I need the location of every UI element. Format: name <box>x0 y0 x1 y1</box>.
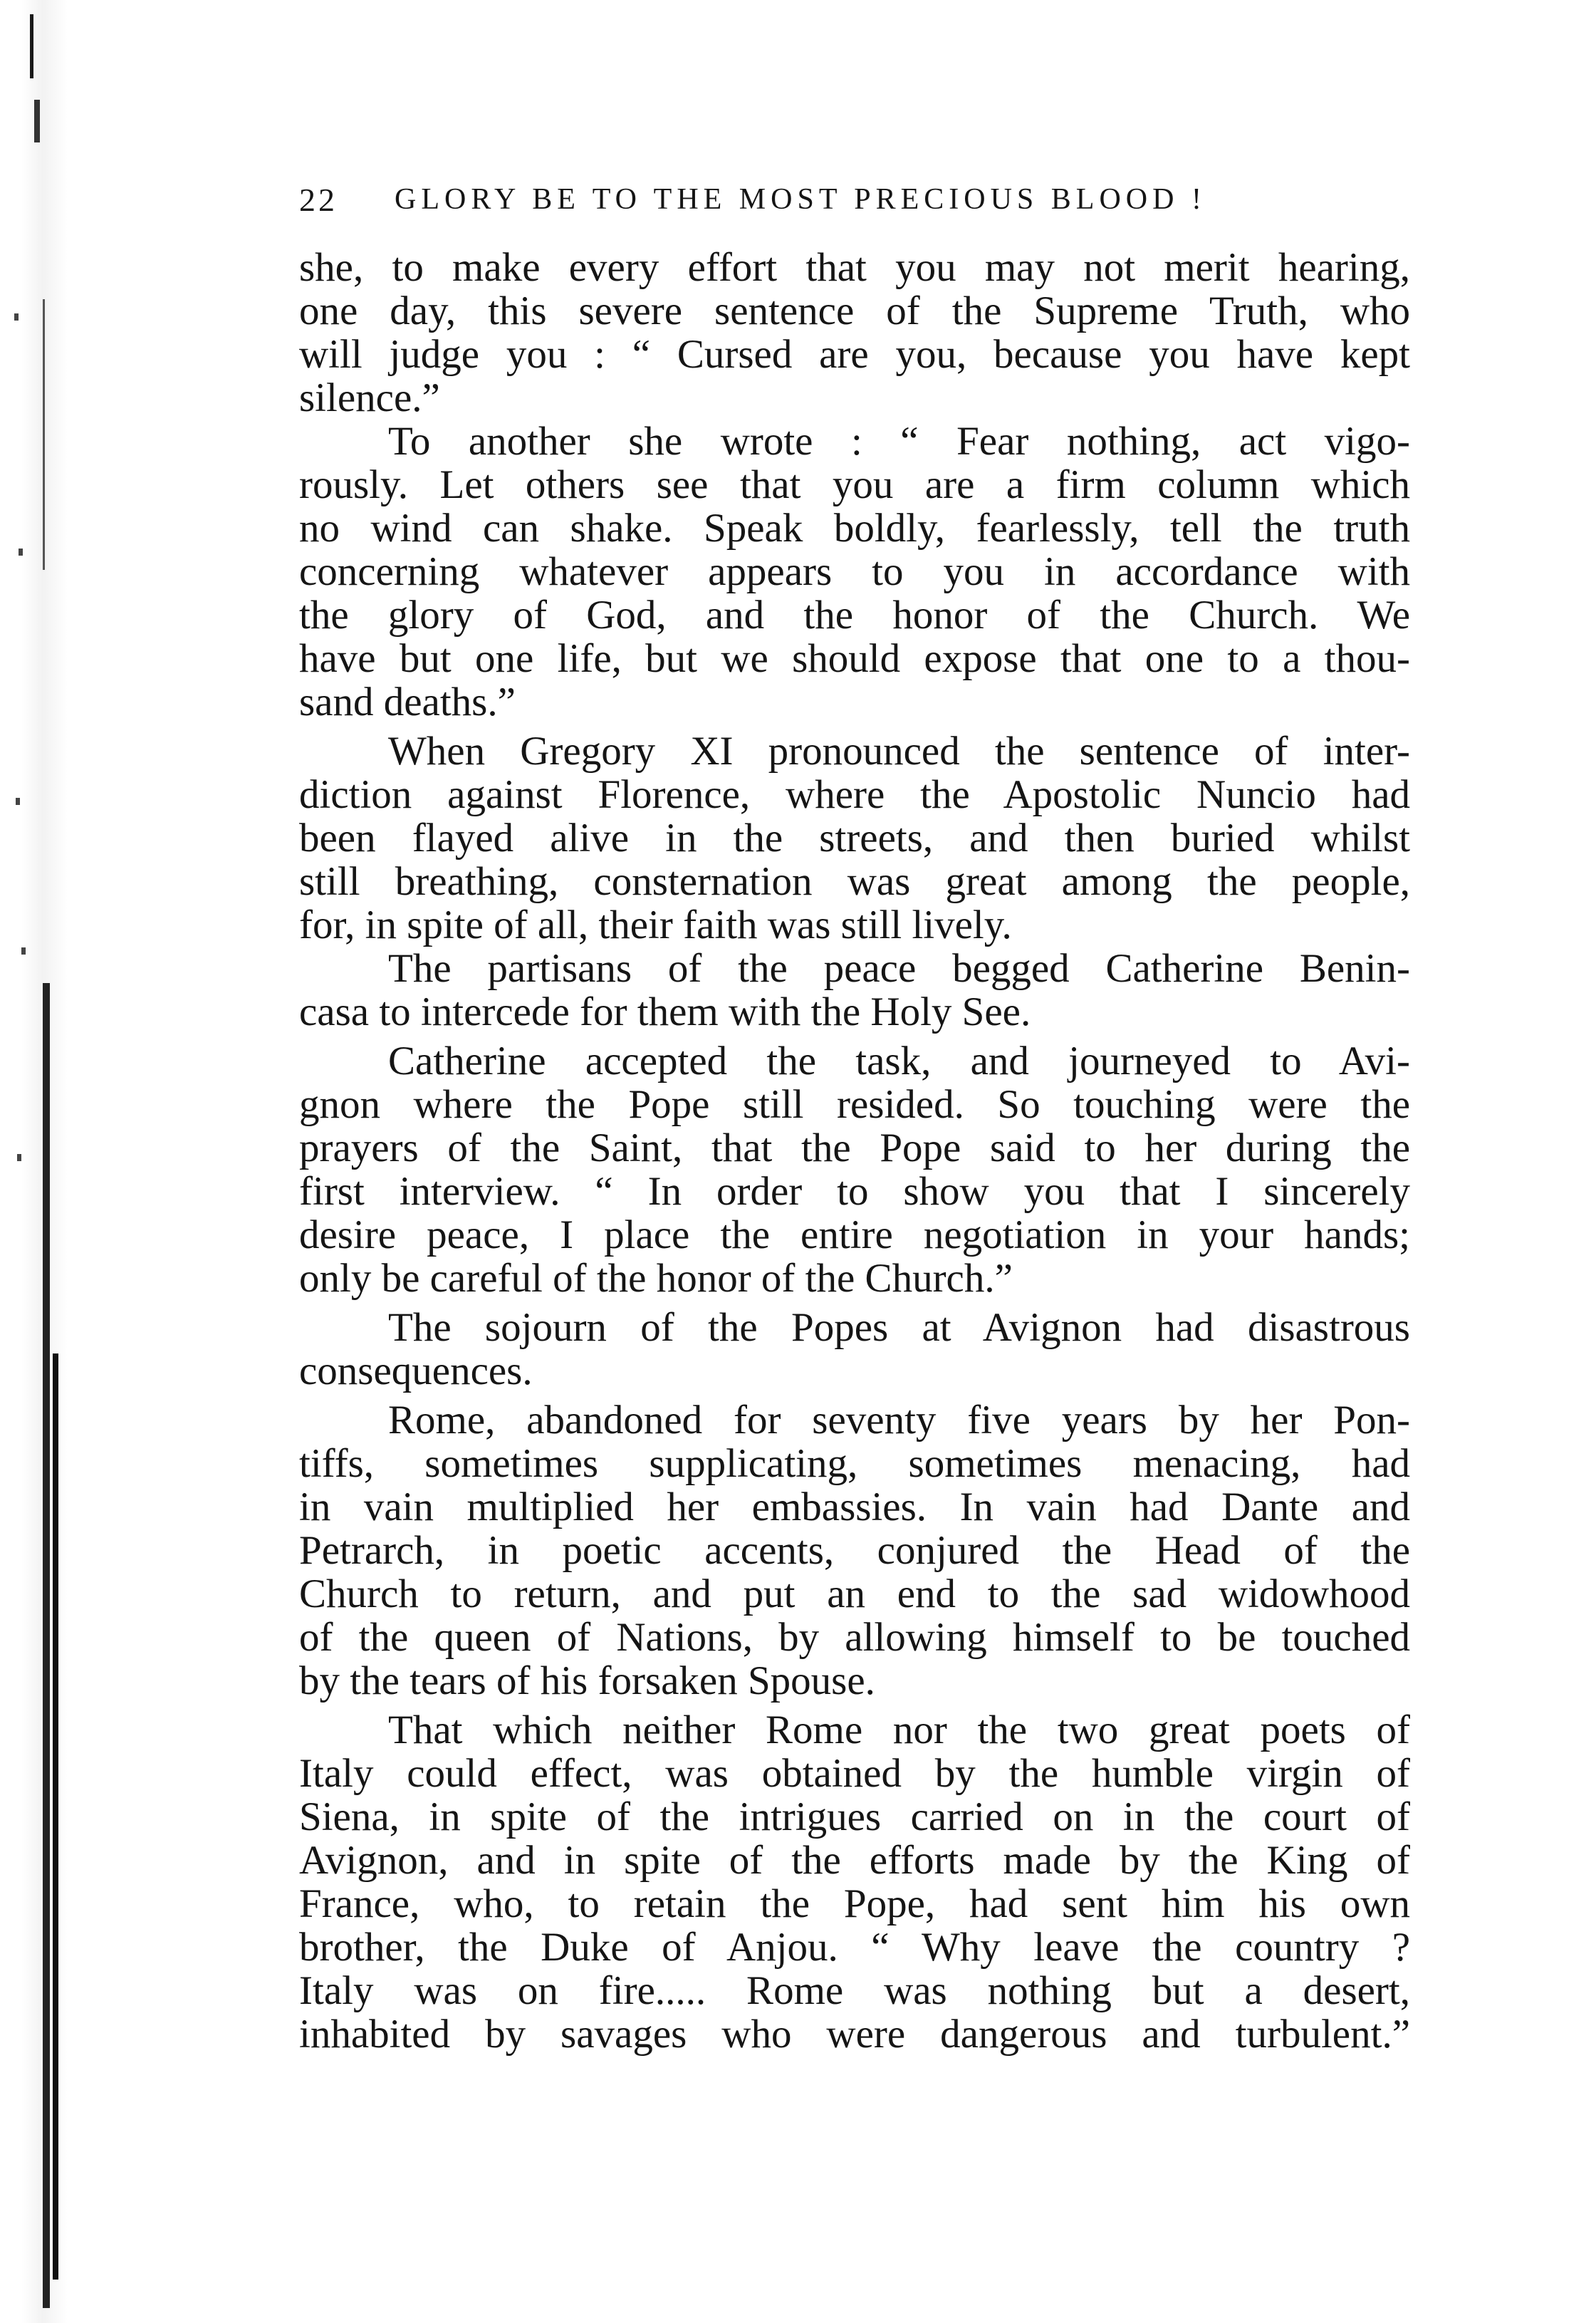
binding-mark <box>34 100 40 142</box>
text-line: Rome, abandoned for seventy five years by her Pon- <box>388 1398 1410 1442</box>
binding-mark <box>30 14 33 78</box>
text-line: one day, this severe sentence of the Supreme Truth, who <box>299 289 1410 333</box>
page-number: 22 <box>299 181 338 218</box>
text-line: only be careful of the honor of the Church.” <box>299 1257 1013 1300</box>
binding-edge <box>43 983 50 2308</box>
text-line: To another she wrote : “ Fear nothing, act vigo- <box>388 420 1410 463</box>
text-line: Italy could effect, was obtained by the humble virgin of <box>299 1752 1410 1795</box>
text-line: brother, the Duke of Anjou. “ Why leave the country ? <box>299 1926 1410 1969</box>
text-line: Catherine accepted the task, and journeyed to Avi- <box>388 1039 1410 1083</box>
text-line: first interview. “ In order to show you that I sincerely <box>299 1170 1410 1213</box>
scan-speck <box>16 798 20 805</box>
scan-speck <box>17 1154 21 1161</box>
text-line: still breathing, consternation was great among the people, <box>299 860 1410 903</box>
text-line: been flayed alive in the streets, and then buried whilst <box>299 816 1410 860</box>
text-line: for, in spite of all, their faith was still lively. <box>299 903 1012 947</box>
text-line: That which neither Rome nor the two great poets of <box>388 1708 1410 1752</box>
scan-speck <box>14 313 19 321</box>
text-line: in vain multiplied her embassies. In vain had Dante and <box>299 1485 1410 1529</box>
text-line: The partisans of the peace begged Catherine Benin- <box>388 947 1410 990</box>
text-line: Siena, in spite of the intrigues carried on in the court of <box>299 1795 1410 1839</box>
text-line: the glory of God, and the honor of the Church. We <box>299 593 1410 637</box>
text-line: gnon where the Pope still resided. So touching were the <box>299 1083 1410 1126</box>
text-line: Church to return, and put an end to the sad widowhood <box>299 1572 1410 1616</box>
text-line: Petrarch, in poetic accents, conjured the Head of the <box>299 1529 1410 1572</box>
text-line: sand deaths.” <box>299 680 516 724</box>
scan-speck <box>19 549 23 556</box>
scan-speck <box>21 947 26 955</box>
text-line: by the tears of his forsaken Spouse. <box>299 1659 875 1703</box>
text-line: consequences. <box>299 1349 533 1393</box>
text-line: will judge you : “ Cursed are you, because you have kept <box>299 333 1410 376</box>
text-line: tiffs, sometimes supplicating, sometimes menacing, had <box>299 1442 1410 1485</box>
binding-mark <box>43 299 45 570</box>
text-line: France, who, to retain the Pope, had sent him his own <box>299 1882 1410 1926</box>
binding-edge <box>53 1353 58 2280</box>
page-header <box>299 175 1410 224</box>
text-line: When Gregory XI pronounced the sentence of inter- <box>388 729 1410 773</box>
text-line: she, to make every effort that you may not merit hearing, <box>299 246 1410 289</box>
text-line: inhabited by savages who were dangerous and turbulent.” <box>299 2012 1410 2056</box>
text-line: Avignon, and in spite of the efforts made by the King of <box>299 1839 1410 1882</box>
text-line: silence.” <box>299 376 440 420</box>
body-text <box>299 246 1410 2056</box>
text-line: The sojourn of the Popes at Avignon had disastrous <box>388 1306 1410 1349</box>
text-line: desire peace, I place the entire negotiation in your hands; <box>299 1213 1410 1257</box>
text-line: have but one life, but we should expose that one to a thou- <box>299 637 1410 680</box>
text-line: diction against Florence, where the Apostolic Nuncio had <box>299 773 1410 816</box>
text-line: rously. Let others see that you are a firm column which <box>299 463 1410 506</box>
text-line: concerning whatever appears to you in accordance with <box>299 550 1410 593</box>
text-line: no wind can shake. Speak boldly, fearlessly, tell the truth <box>299 506 1410 550</box>
text-line: casa to intercede for them with the Holy See. <box>299 990 1031 1034</box>
text-line: Italy was on fire..... Rome was nothing but a desert, <box>299 1969 1410 2012</box>
running-head: GLORY BE TO THE MOST PRECIOUS BLOOD ! <box>395 183 1206 216</box>
text-line: of the queen of Nations, by allowing himself to be touched <box>299 1616 1410 1659</box>
text-line: prayers of the Saint, that the Pope said to her during the <box>299 1126 1410 1170</box>
